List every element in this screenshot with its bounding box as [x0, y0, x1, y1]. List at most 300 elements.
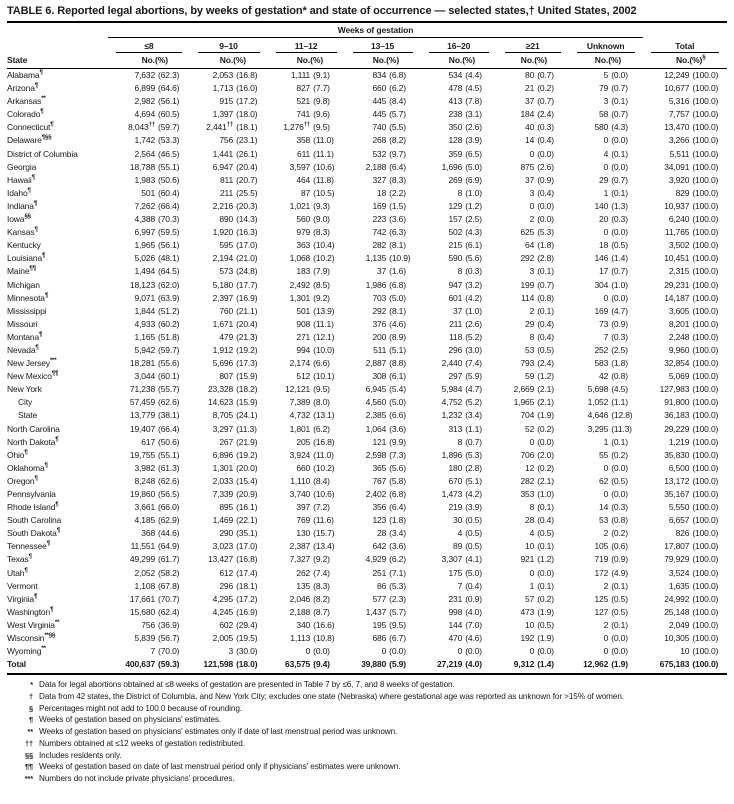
no-cell: 36,183 [664, 410, 690, 421]
pct-cell: (44.6) [158, 528, 180, 539]
no-cell: 1,064 [365, 423, 387, 434]
no-cell: 4,694 [134, 109, 156, 120]
no-cell: 79 [599, 83, 609, 94]
no-cell: 2,174 [289, 358, 311, 369]
no-cell: 223 [372, 214, 387, 225]
no-cell: 327 [372, 174, 387, 185]
state-name: Vermont [7, 580, 38, 591]
no-cell: 0 [529, 567, 535, 578]
no-cell: 7 [457, 580, 463, 591]
pct-cell: (100.0) [692, 554, 719, 565]
table-header [7, 23, 727, 69]
state-footnote-mark: ** [41, 95, 46, 103]
no-cell: 895 [219, 502, 234, 513]
no-cell: 2,397 [212, 292, 234, 303]
no-cell: 114 [521, 292, 535, 303]
no-cell: 1,301 [289, 292, 311, 303]
pct-cell: (19.2) [236, 449, 258, 460]
pct-cell: (0.7) [537, 279, 554, 290]
no-cell: 292 [372, 305, 387, 316]
pct-cell: (6.9) [465, 174, 482, 185]
no-cell: 6,997 [134, 227, 156, 238]
pct-cell: (36.9) [158, 619, 180, 630]
state-name: Idaho [7, 187, 28, 198]
state-name: Nevada [7, 344, 36, 355]
pct-cell: (100.0) [692, 240, 719, 251]
pct-cell: (10.0) [313, 344, 335, 355]
state-name: Alabama [7, 70, 40, 80]
pct-cell: (8.9) [389, 331, 406, 342]
table-row [7, 396, 727, 409]
pct-cell: (100.0) [692, 253, 719, 264]
no-cell: 577 [372, 593, 387, 604]
pct-cell: (0.1) [611, 436, 628, 447]
table-row [7, 213, 727, 226]
footnote-symbol: ** [27, 727, 33, 737]
table-row [7, 527, 727, 540]
table-row [7, 187, 727, 200]
no-cell: 767 [372, 475, 387, 486]
pct-cell: (59.5) [158, 227, 180, 238]
no-cell: 340 [296, 619, 311, 630]
state-name: South Dakota [7, 528, 57, 539]
no-cell: 994 [296, 344, 311, 355]
no-cell: 573 [219, 266, 234, 277]
pct-cell: (0.5) [465, 541, 482, 552]
no-cell: 1,742 [134, 135, 156, 146]
pct-cell: (100.0) [692, 462, 719, 473]
total-col-spacer [643, 23, 727, 38]
state-name: Oklahoma [7, 462, 45, 473]
table-row [7, 449, 727, 462]
pct-cell: (0.0) [611, 161, 628, 172]
no-column-header: No. [569, 53, 609, 69]
no-cell: 252 [594, 344, 609, 355]
cell-footnote-mark: †† [148, 121, 156, 129]
no-cell: 1,473 [441, 489, 463, 499]
pct-cell: (2.6) [465, 318, 482, 329]
pct-cell: (56.1) [158, 96, 180, 107]
pct-cell: (0.1) [611, 619, 628, 630]
footnote-text: Weeks of gestation based on physicians' estimates only if date of last menstrual period was unknown. [39, 727, 398, 737]
no-cell: 12,962 [569, 658, 609, 674]
pct-cell: (30.0) [236, 646, 258, 657]
no-cell: 4 [603, 148, 609, 159]
pct-cell: (0.5) [611, 475, 628, 486]
no-cell: 875 [520, 161, 535, 172]
no-cell: 262 [296, 567, 311, 578]
no-cell: 71,238 [129, 384, 156, 395]
pct-cell: (2.6) [465, 122, 482, 133]
footnote [7, 738, 727, 750]
no-cell: 313 [448, 423, 463, 434]
pct-cell: (16.8) [313, 436, 335, 447]
state-cell [7, 95, 108, 108]
pct-cell: (11.0) [313, 449, 334, 460]
pct-cell: (0.0) [537, 567, 554, 578]
pct-cell: (20.0) [236, 462, 258, 473]
pct-cell: (16.9) [236, 606, 258, 617]
no-cell: 130 [296, 528, 311, 539]
pct-column-header: (%) [534, 53, 568, 69]
no-cell: 3,982 [134, 462, 156, 473]
state-name: Utah [7, 567, 25, 578]
pct-cell: (0.2) [537, 462, 554, 473]
state-footnote-mark: ¶ [56, 527, 60, 535]
pct-cell: (0.1) [537, 541, 554, 552]
state-name: Maine [7, 266, 30, 277]
no-cell: 5,550 [668, 502, 690, 513]
pct-cell: (8.4) [389, 96, 406, 107]
no-cell: 15,680 [129, 606, 156, 617]
state-cell [7, 658, 108, 674]
no-cell: 5,984 [441, 384, 463, 395]
no-cell: 583 [594, 358, 609, 369]
pct-cell: (62.3) [158, 70, 180, 80]
no-cell: 1,965 [513, 397, 535, 408]
state-cell [7, 514, 108, 527]
pct-cell: (4.2) [465, 489, 482, 499]
no-cell: 23,328 [207, 384, 234, 395]
pct-cell: (2.0) [537, 449, 554, 460]
no-cell: 282 [520, 475, 535, 486]
no-cell: 2,216 [212, 200, 234, 211]
no-cell: 0 [457, 646, 463, 657]
pct-cell: (100.0) [692, 489, 719, 499]
pct-cell: (2.2) [389, 187, 406, 198]
pct-cell: (100.0) [692, 358, 719, 369]
no-cell: 2,440 [441, 358, 463, 369]
pct-cell: (2.1) [537, 384, 554, 395]
pct-cell: (100.0) [692, 423, 719, 434]
pct-cell: (4.9) [611, 567, 628, 578]
no-cell: 1,696 [441, 161, 463, 172]
no-cell: 3 [603, 96, 609, 107]
no-cell: 2,402 [365, 489, 387, 499]
no-cell: 296 [219, 580, 234, 591]
pct-cell: (0.5) [537, 344, 554, 355]
pct-cell: (1.3) [611, 200, 628, 211]
state-footnote-mark: §§ [24, 213, 31, 221]
no-cell: 829 [675, 187, 690, 198]
pct-cell: (66.0) [158, 502, 180, 513]
state-name: Hawaii [7, 174, 32, 185]
no-cell: 49,299 [129, 554, 156, 565]
state-name: Tennessee [7, 541, 47, 552]
pct-cell: (0.9) [611, 318, 628, 329]
table-row [7, 174, 727, 187]
no-cell: 0 [529, 646, 535, 657]
group-header-label: 13–15 [353, 38, 413, 53]
pct-cell: (2.8) [465, 462, 482, 473]
pct-cell: (61.7) [158, 554, 180, 565]
no-cell: 741 [296, 109, 311, 120]
state-cell [7, 606, 108, 619]
pct-cell: (5.7) [389, 109, 406, 120]
pct-cell: (16.6) [313, 619, 335, 630]
state-name: District of Columbia [7, 148, 78, 159]
pct-cell: (4.5) [611, 384, 628, 395]
pct-cell: (5.9) [465, 371, 482, 382]
pct-cell: (0.5) [465, 528, 482, 539]
footnote-symbol: ¶¶ [24, 762, 33, 772]
pct-cell: (1.8) [611, 358, 628, 369]
no-cell: 2 [529, 305, 535, 316]
no-cell: 0 [305, 646, 311, 657]
pct-cell: (8.0) [313, 397, 330, 408]
pct-cell: (2.3) [389, 593, 406, 604]
no-cell: 1,052 [587, 397, 609, 408]
no-cell: 470 [448, 633, 463, 644]
footnote-text: Includes residents only. [39, 750, 122, 760]
no-cell: 5,942 [134, 344, 156, 355]
no-column-header: No. [421, 53, 463, 69]
no-cell: 580 [594, 122, 609, 133]
state-cell [7, 370, 108, 383]
footnote-symbol: *** [24, 773, 33, 783]
no-cell: 125 [594, 593, 609, 604]
no-cell: 760 [219, 305, 234, 316]
state-name: Wyoming [7, 646, 42, 657]
no-cell: 10 [525, 541, 535, 552]
no-cell: 3,044 [134, 371, 156, 382]
table-row [7, 252, 727, 265]
group-header [497, 38, 569, 54]
pct-cell: (4.1) [465, 554, 482, 565]
pct-cell: (0.7) [537, 70, 554, 80]
pct-cell: (1.8) [537, 240, 554, 251]
no-cell: 2,052 [134, 567, 156, 578]
table-row [7, 383, 727, 396]
pct-cell: (100.0) [692, 318, 719, 329]
state-name: State [18, 410, 38, 421]
no-cell: 2,387 [289, 541, 311, 552]
no-column-header: No. [190, 53, 234, 69]
pct-cell: (7.8) [465, 96, 482, 107]
pct-cell: (0.8) [537, 292, 554, 303]
pct-cell: (17.2) [236, 96, 258, 107]
pct-cell: (10.6) [313, 489, 335, 499]
state-cell [7, 200, 108, 213]
pct-cell: (100.0) [692, 646, 719, 657]
no-cell: 86 [377, 580, 387, 591]
pct-cell: (0.4) [537, 318, 554, 329]
pct-cell: (17.0) [236, 541, 258, 552]
pct-cell: (6.1) [465, 240, 482, 251]
no-cell: 2,315 [668, 266, 690, 277]
pct-cell: (16.0) [236, 83, 258, 94]
state-name: Rhode Island [7, 502, 56, 513]
pct-cell: (5.3) [389, 580, 406, 591]
rounding-footnote-mark: § [702, 54, 706, 62]
state-name: Total [7, 659, 26, 670]
no-cell: 34,091 [664, 161, 690, 172]
no-cell: 2,598 [365, 449, 387, 460]
table-row [7, 436, 727, 449]
pct-cell: (17.0) [236, 240, 258, 251]
no-cell: 290 [219, 528, 234, 539]
no-cell: 29 [525, 318, 535, 329]
no-cell: 3,924 [289, 449, 311, 460]
abortions-by-gestation-table [7, 23, 727, 675]
no-cell: 13,779 [129, 410, 156, 421]
no-cell: 501 [141, 187, 156, 198]
no-cell: 0 [603, 489, 609, 499]
pct-cell: (8.8) [389, 358, 406, 369]
state-name: New York [7, 384, 42, 395]
pct-cell: (0.7) [537, 96, 554, 107]
pct-cell: (60.2) [158, 318, 180, 329]
no-cell: 37 [453, 305, 463, 316]
no-cell: 2,492 [289, 279, 311, 290]
no-cell: 2,887 [365, 358, 387, 369]
pct-cell: (35.1) [236, 528, 258, 539]
pct-cell: (100.0) [692, 541, 719, 552]
pct-cell: (6.3) [389, 227, 406, 238]
pct-column-header: (%) [386, 53, 420, 69]
table-row [7, 331, 727, 344]
pct-cell: (0.1) [537, 502, 554, 513]
state-cell [7, 279, 108, 292]
no-cell: 1,108 [134, 580, 156, 591]
pct-cell: (0.0) [611, 633, 628, 644]
footnote [7, 679, 727, 691]
table-row [7, 540, 727, 553]
table-body [7, 69, 727, 675]
table-row [7, 265, 727, 278]
pct-cell: (5.2) [465, 331, 482, 342]
pct-cell: (11.8) [313, 174, 334, 185]
no-cell: 675,183 [643, 658, 690, 674]
no-cell: 1,635 [668, 580, 690, 591]
pct-cell: (5.1) [465, 475, 482, 486]
pct-cell: (15.7) [313, 528, 335, 539]
table-row [7, 645, 727, 658]
footnote-text: Percentages might not add to 100.0 because of rounding. [39, 703, 242, 713]
no-cell: 296 [448, 344, 463, 355]
no-cell: 297 [448, 371, 463, 382]
pct-cell: (5.2) [465, 397, 482, 408]
cell-footnote-mark: †† [226, 121, 234, 129]
no-cell: 560 [296, 214, 311, 225]
state-cell [7, 409, 108, 422]
no-column-header: No. [497, 53, 535, 69]
footnote [7, 714, 727, 726]
pct-cell: (100.0) [692, 410, 719, 421]
pct-cell: (8.1) [389, 305, 406, 316]
no-cell: 211 [219, 187, 234, 198]
no-cell: 2,385 [365, 410, 387, 421]
no-cell: 719 [594, 554, 609, 565]
state-cell [7, 357, 108, 370]
no-cell: 4 [457, 528, 463, 539]
no-cell: 4,929 [365, 554, 387, 565]
pct-cell: (5.7) [389, 606, 406, 617]
no-cell: 742 [372, 227, 387, 238]
pct-cell: (3.9) [465, 135, 482, 146]
pct-cell: (100.0) [692, 371, 719, 382]
state-footnote-mark: **§§ [44, 632, 56, 640]
pct-cell: (100.0) [692, 633, 719, 644]
no-cell: 756 [219, 135, 234, 146]
no-cell: 7 [150, 646, 156, 657]
no-cell: 8 [529, 502, 535, 513]
pct-cell: (16.8) [236, 554, 258, 565]
pct-cell: (8.2) [389, 135, 406, 146]
state-name: New Mexico [7, 371, 52, 382]
no-cell: 3,661 [134, 502, 156, 513]
state-cell [7, 475, 108, 488]
group-header-label: 11–12 [276, 38, 337, 53]
no-cell: 704 [520, 410, 535, 421]
pct-cell: (1.9) [537, 410, 554, 421]
pct-cell: (0.7) [611, 83, 628, 94]
no-cell: 602 [219, 619, 234, 630]
pct-cell: (100.0) [692, 279, 719, 290]
no-cell: 479 [219, 331, 234, 342]
pct-cell: (100.0) [692, 331, 719, 342]
no-cell: 4,245 [212, 606, 234, 617]
no-cell: 612 [219, 567, 234, 578]
state-cell [7, 449, 108, 462]
pct-cell: (2.8) [537, 253, 554, 264]
no-cell: 13,172 [664, 475, 690, 486]
no-cell: 14 [599, 502, 609, 513]
pct-cell: (64.6) [158, 83, 180, 94]
header-row-groups [7, 38, 727, 54]
pct-cell: (100.0) [692, 619, 719, 630]
pct-cell: (3.4) [465, 410, 482, 421]
no-cell: 304 [594, 279, 609, 290]
group-header [345, 38, 421, 54]
pct-cell: (0.5) [611, 606, 628, 617]
no-cell: 17,807 [664, 541, 690, 552]
no-cell: 4,732 [289, 410, 311, 421]
state-cell [7, 383, 108, 396]
state-footnote-mark: ¶ [33, 200, 38, 208]
no-cell: 5,316 [668, 96, 690, 107]
pct-cell: (5.0) [465, 567, 482, 578]
pct-cell: (70.0) [158, 646, 180, 657]
table-row [7, 475, 727, 488]
pct-cell: (4.6) [465, 633, 482, 644]
no-cell: 921 [520, 554, 535, 565]
pct-cell: (0.8) [611, 371, 628, 382]
no-cell: 32,854 [664, 358, 690, 369]
pct-cell: (3.6) [389, 423, 406, 434]
no-cell: 7,327 [289, 554, 311, 565]
no-cell: 368 [141, 528, 156, 539]
state-footnote-mark: ¶ [55, 435, 59, 443]
no-cell: 1,896 [441, 449, 463, 460]
pct-cell: (7.4) [465, 358, 482, 369]
state-cell [7, 174, 108, 187]
state-cell [7, 344, 108, 357]
pct-cell: (9.1) [313, 70, 330, 80]
no-cell: 267 [219, 436, 234, 447]
pct-cell: (2.1) [537, 397, 554, 408]
pct-cell: (0.3) [611, 502, 628, 513]
no-cell: 29,231 [664, 279, 690, 290]
pct-cell: (6.5) [465, 148, 482, 159]
no-cell: 2,194 [212, 253, 234, 264]
no-cell: 4,933 [134, 318, 156, 329]
no-cell: 146 [594, 253, 609, 264]
state-footnote-mark: ¶ [28, 553, 32, 561]
state-cell [7, 305, 108, 318]
pct-cell: (4.3) [465, 227, 482, 238]
pct-cell: (1.9) [608, 658, 643, 674]
